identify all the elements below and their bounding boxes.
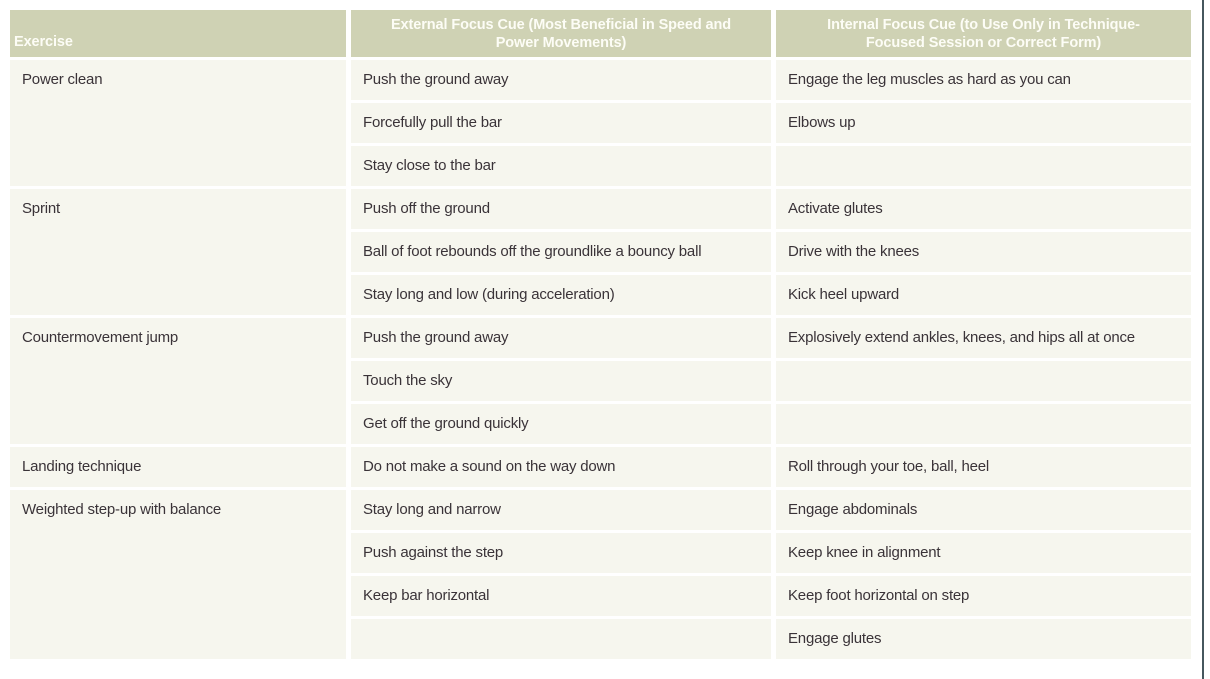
external-cue-cell: Push against the step (351, 533, 771, 573)
external-cue-cell: Push off the ground (351, 189, 771, 229)
exercise-group (10, 189, 1191, 315)
exercise-group (10, 490, 1191, 659)
external-cue-cell: Keep bar horizontal (351, 576, 771, 616)
internal-cue-cell: Roll through your toe, ball, heel (776, 447, 1191, 487)
external-cue-cell: Stay close to the bar (351, 146, 771, 186)
internal-cue-cell: Keep knee in alignment (776, 533, 1191, 573)
external-cue-cell: Touch the sky (351, 361, 771, 401)
external-cue-cell: Stay long and low (during acceleration) (351, 275, 771, 315)
internal-cue-cell: Elbows up (776, 103, 1191, 143)
external-cue-cell: Push the ground away (351, 60, 771, 100)
internal-cue-cell (776, 146, 1191, 186)
internal-cue-cell: Explosively extend ankles, knees, and hips all at once (776, 318, 1191, 358)
exercise-group (10, 318, 1191, 444)
external-cue-cell: Forcefully pull the bar (351, 103, 771, 143)
exercise-name-cell: Weighted step-up with balance (10, 490, 346, 659)
internal-cue-cell (776, 361, 1191, 401)
internal-cue-cell: Engage the leg muscles as hard as you can (776, 60, 1191, 100)
column-header-internal-focus-cue: Internal Focus Cue (to Use Only in Technique-Focused Session or Correct Form) (776, 10, 1191, 57)
external-cue-cell: Ball of foot rebounds off the groundlike a bouncy ball (351, 232, 771, 272)
internal-cue-cell: Keep foot horizontal on step (776, 576, 1191, 616)
external-cue-cell (351, 619, 771, 659)
internal-cue-cell: Drive with the knees (776, 232, 1191, 272)
exercise-group (10, 60, 1191, 186)
table-header-row (10, 10, 1191, 57)
internal-cue-cell: Engage abdominals (776, 490, 1191, 530)
external-cue-cell: Do not make a sound on the way down (351, 447, 771, 487)
exercise-group (10, 447, 1191, 487)
internal-cue-cell: Activate glutes (776, 189, 1191, 229)
internal-cue-cell: Engage glutes (776, 619, 1191, 659)
focus-cues-table (10, 10, 1191, 662)
column-header-exercise: Exercise (10, 10, 346, 57)
column-header-external-focus-cue: External Focus Cue (Most Beneficial in Speed and Power Movements) (351, 10, 771, 57)
external-cue-cell: Stay long and narrow (351, 490, 771, 530)
exercise-name-cell: Landing technique (10, 447, 346, 487)
internal-cue-cell (776, 404, 1191, 444)
internal-cue-cell: Kick heel upward (776, 275, 1191, 315)
external-cue-cell: Push the ground away (351, 318, 771, 358)
exercise-name-cell: Power clean (10, 60, 346, 186)
page-right-rule (1202, 0, 1204, 679)
exercise-name-cell: Sprint (10, 189, 346, 315)
exercise-name-cell: Countermovement jump (10, 318, 346, 444)
table-body (10, 60, 1191, 659)
external-cue-cell: Get off the ground quickly (351, 404, 771, 444)
